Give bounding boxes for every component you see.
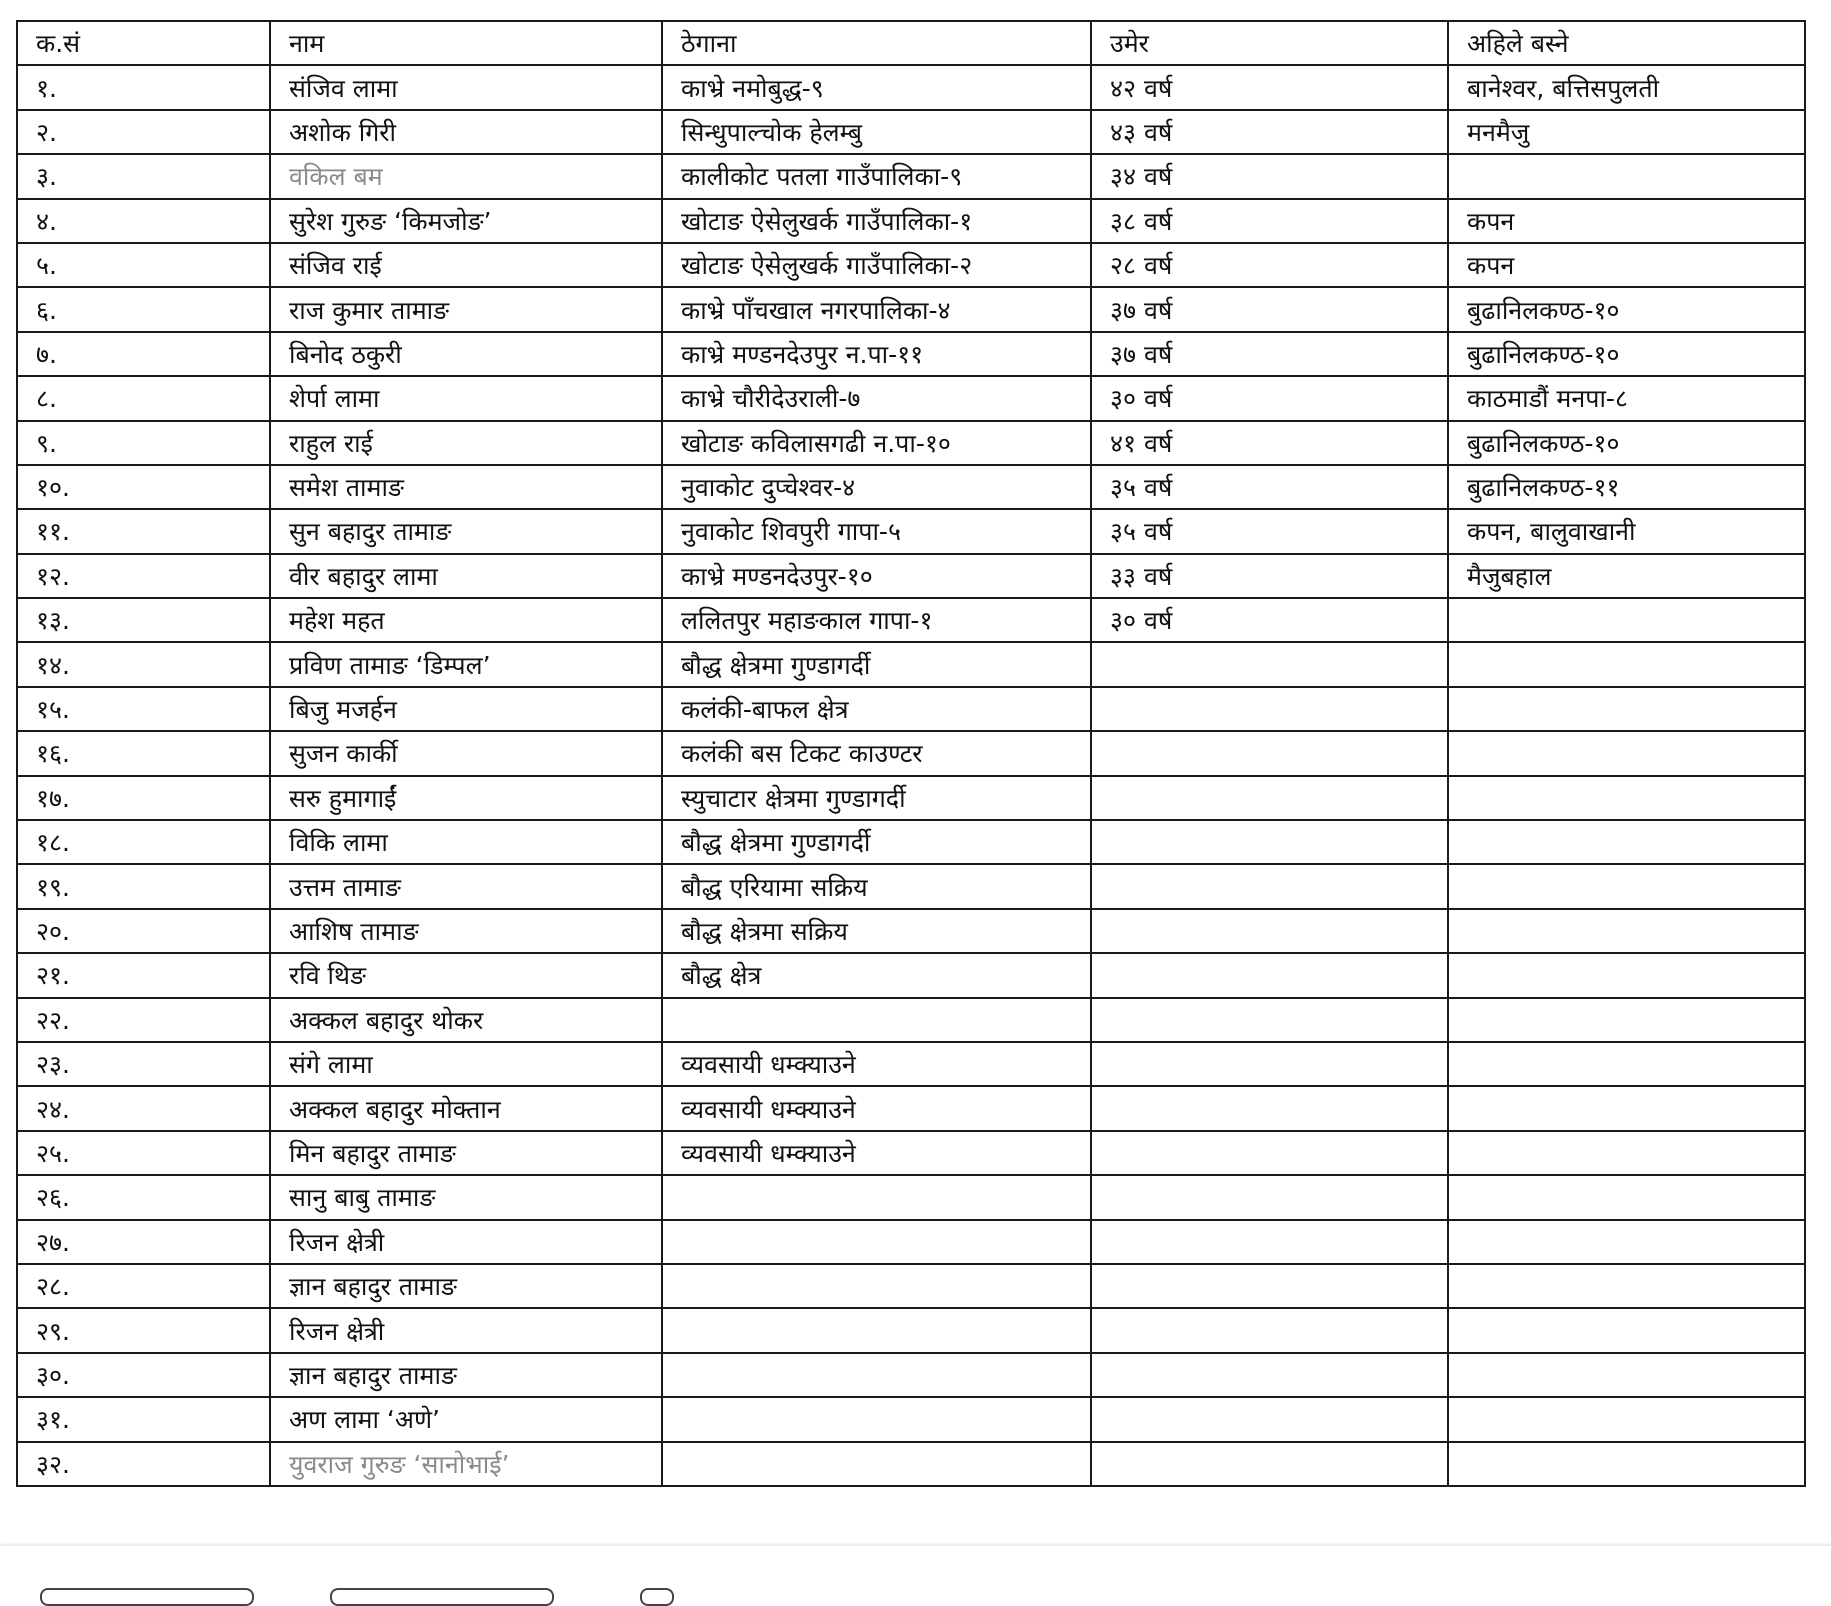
cell-serial-number: १५. <box>17 687 270 731</box>
cell-age <box>1091 820 1448 864</box>
table-row <box>17 998 1805 1042</box>
cell-name: राहुल राई <box>270 421 662 465</box>
table-row <box>17 1131 1805 1175</box>
cell-serial-number: २८. <box>17 1264 270 1308</box>
cell-serial-number: १४. <box>17 642 270 686</box>
cell-current-residence: कपन, बालुवाखानी <box>1448 509 1805 553</box>
cell-address: नुवाकोट शिवपुरी गापा-५ <box>662 509 1091 553</box>
cell-name: सरु हुमागाईं <box>270 776 662 820</box>
cell-address <box>662 1175 1091 1219</box>
cell-address: बौद्ध क्षेत्र <box>662 953 1091 997</box>
cell-age: ३८ वर्ष <box>1091 199 1448 243</box>
cell-age: २८ वर्ष <box>1091 243 1448 287</box>
cell-name: विकि लामा <box>270 820 662 864</box>
cell-address: व्यवसायी धम्क्याउने <box>662 1042 1091 1086</box>
cell-name: संजिव लामा <box>270 65 662 109</box>
bottom-control-middle <box>330 1588 554 1606</box>
cell-age <box>1091 776 1448 820</box>
cell-age <box>1091 687 1448 731</box>
header-name: नाम <box>270 21 662 65</box>
cell-age <box>1091 1442 1448 1486</box>
cell-address: काभ्रे मण्डनदेउपुर न.पा-११ <box>662 332 1091 376</box>
cell-current-residence <box>1448 909 1805 953</box>
cell-name: बिनोद ठकुरी <box>270 332 662 376</box>
cell-current-residence <box>1448 1442 1805 1486</box>
cell-name: सुरेश गुरुङ ‘किमजोङ’ <box>270 199 662 243</box>
table-row <box>17 642 1805 686</box>
cell-name: महेश महत <box>270 598 662 642</box>
cell-current-residence <box>1448 731 1805 775</box>
cell-current-residence: बुढानिलकण्ठ-११ <box>1448 465 1805 509</box>
cell-age <box>1091 1131 1448 1175</box>
cell-name: वकिल बम <box>270 154 662 198</box>
cell-address <box>662 1220 1091 1264</box>
header-serial-number: क.सं <box>17 21 270 65</box>
table-row <box>17 287 1805 331</box>
cell-current-residence <box>1448 1220 1805 1264</box>
table-row <box>17 199 1805 243</box>
cell-current-residence <box>1448 1175 1805 1219</box>
cell-name: शेर्पा लामा <box>270 376 662 420</box>
table-row <box>17 509 1805 553</box>
cell-current-residence <box>1448 1353 1805 1397</box>
cell-address: काभ्रे मण्डनदेउपुर-१० <box>662 554 1091 598</box>
cell-serial-number: ४. <box>17 199 270 243</box>
cell-current-residence <box>1448 1131 1805 1175</box>
table-row <box>17 1086 1805 1130</box>
table-row <box>17 1353 1805 1397</box>
cell-current-residence: कपन <box>1448 243 1805 287</box>
cell-age <box>1091 998 1448 1042</box>
cell-serial-number: ५. <box>17 243 270 287</box>
page-bottom-edge <box>0 1546 1831 1593</box>
cell-age: ३५ वर्ष <box>1091 509 1448 553</box>
table-row <box>17 154 1805 198</box>
cell-address <box>662 1353 1091 1397</box>
cell-address: कलंकी-बाफल क्षेत्र <box>662 687 1091 731</box>
cell-name: आशिष तामाङ <box>270 909 662 953</box>
roster-table <box>16 20 1806 1487</box>
cell-serial-number: १२. <box>17 554 270 598</box>
cell-age <box>1091 1353 1448 1397</box>
cell-name: सुन बहादुर तामाङ <box>270 509 662 553</box>
cell-serial-number: २०. <box>17 909 270 953</box>
cell-current-residence: मनमैजु <box>1448 110 1805 154</box>
table-row <box>17 110 1805 154</box>
table-row <box>17 243 1805 287</box>
cell-name: सुजन कार्की <box>270 731 662 775</box>
cell-address <box>662 1264 1091 1308</box>
table-row <box>17 1442 1805 1486</box>
cell-serial-number: १७. <box>17 776 270 820</box>
cell-current-residence: काठमाडौं मनपा-८ <box>1448 376 1805 420</box>
cell-current-residence <box>1448 820 1805 864</box>
cell-address <box>662 1442 1091 1486</box>
cell-address: सिन्धुपाल्चोक हेलम्बु <box>662 110 1091 154</box>
cell-address: व्यवसायी धम्क्याउने <box>662 1131 1091 1175</box>
bottom-control-left <box>40 1588 254 1606</box>
cell-current-residence: मैजुबहाल <box>1448 554 1805 598</box>
cell-serial-number: ३२. <box>17 1442 270 1486</box>
cell-name: अशोक गिरी <box>270 110 662 154</box>
cell-name: मिन बहादुर तामाङ <box>270 1131 662 1175</box>
cell-current-residence: कपन <box>1448 199 1805 243</box>
cell-serial-number: १. <box>17 65 270 109</box>
cell-age <box>1091 731 1448 775</box>
cell-serial-number: ९. <box>17 421 270 465</box>
cell-serial-number: १३. <box>17 598 270 642</box>
cell-name: रवि थिङ <box>270 953 662 997</box>
cell-address: खोटाङ ऐसेलुखर्क गाउँपालिका-१ <box>662 199 1091 243</box>
cell-name: समेश तामाङ <box>270 465 662 509</box>
cell-name: संगे लामा <box>270 1042 662 1086</box>
cell-name: ज्ञान बहादुर तामाङ <box>270 1264 662 1308</box>
cell-age <box>1091 642 1448 686</box>
table-row <box>17 1220 1805 1264</box>
cell-address <box>662 998 1091 1042</box>
cell-address: नुवाकोट दुप्चेश्वर-४ <box>662 465 1091 509</box>
cell-name: सानु बाबु तामाङ <box>270 1175 662 1219</box>
cell-name: ज्ञान बहादुर तामाङ <box>270 1353 662 1397</box>
cell-age: ३७ वर्ष <box>1091 287 1448 331</box>
table-row <box>17 1397 1805 1441</box>
table-row <box>17 909 1805 953</box>
cell-address: स्युचाटार क्षेत्रमा गुण्डागर्दी <box>662 776 1091 820</box>
cell-age <box>1091 1308 1448 1352</box>
cell-serial-number: ३. <box>17 154 270 198</box>
cell-name: संजिव राई <box>270 243 662 287</box>
table-row <box>17 1175 1805 1219</box>
cell-name: प्रविण तामाङ ‘डिम्पल’ <box>270 642 662 686</box>
table-row <box>17 421 1805 465</box>
cell-current-residence <box>1448 1397 1805 1441</box>
cell-age: ३४ वर्ष <box>1091 154 1448 198</box>
table-header-row <box>17 21 1805 65</box>
cell-address: काभ्रे चौरीदेउराली-७ <box>662 376 1091 420</box>
cell-age: ४२ वर्ष <box>1091 65 1448 109</box>
cell-age: ३३ वर्ष <box>1091 554 1448 598</box>
table-row <box>17 1264 1805 1308</box>
cell-age <box>1091 1175 1448 1219</box>
cell-current-residence <box>1448 642 1805 686</box>
cell-age: ३७ वर्ष <box>1091 332 1448 376</box>
cell-current-residence <box>1448 864 1805 908</box>
cell-current-residence: बुढानिलकण्ठ-१० <box>1448 421 1805 465</box>
table-row <box>17 554 1805 598</box>
cell-address: बौद्ध क्षेत्रमा सक्रिय <box>662 909 1091 953</box>
cell-address: बौद्ध क्षेत्रमा गुण्डागर्दी <box>662 820 1091 864</box>
cell-current-residence <box>1448 953 1805 997</box>
cell-serial-number: २. <box>17 110 270 154</box>
cell-current-residence <box>1448 1264 1805 1308</box>
cell-address: कालीकोट पतला गाउँपालिका-९ <box>662 154 1091 198</box>
cell-name: रिजन क्षेत्री <box>270 1220 662 1264</box>
table-row <box>17 953 1805 997</box>
cell-age <box>1091 953 1448 997</box>
cell-age: ४३ वर्ष <box>1091 110 1448 154</box>
bottom-control-right <box>640 1588 674 1606</box>
cell-name: अण लामा ‘अणे’ <box>270 1397 662 1441</box>
cell-current-residence <box>1448 1308 1805 1352</box>
cell-name: अक्कल बहादुर थोकर <box>270 998 662 1042</box>
cell-serial-number: ३१. <box>17 1397 270 1441</box>
cell-name: बिजु मजर्हन <box>270 687 662 731</box>
cell-serial-number: ८. <box>17 376 270 420</box>
cell-address: खोटाङ ऐसेलुखर्क गाउँपालिका-२ <box>662 243 1091 287</box>
cell-name: राज कुमार तामाङ <box>270 287 662 331</box>
cell-serial-number: २१. <box>17 953 270 997</box>
cell-age: ३० वर्ष <box>1091 376 1448 420</box>
cell-address <box>662 1308 1091 1352</box>
table-row <box>17 776 1805 820</box>
cell-current-residence <box>1448 154 1805 198</box>
table-row <box>17 1042 1805 1086</box>
header-address: ठेगाना <box>662 21 1091 65</box>
cell-address: कलंकी बस टिकट काउण्टर <box>662 731 1091 775</box>
cell-current-residence <box>1448 1042 1805 1086</box>
cell-age <box>1091 864 1448 908</box>
cell-name: अक्कल बहादुर मोक्तान <box>270 1086 662 1130</box>
table-row <box>17 65 1805 109</box>
cell-current-residence <box>1448 598 1805 642</box>
cell-address <box>662 1397 1091 1441</box>
cell-serial-number: १६. <box>17 731 270 775</box>
header-current-residence: अहिले बस्ने <box>1448 21 1805 65</box>
cell-serial-number: ३०. <box>17 1353 270 1397</box>
table-row <box>17 332 1805 376</box>
cell-age: ३० वर्ष <box>1091 598 1448 642</box>
cell-serial-number: २३. <box>17 1042 270 1086</box>
cell-name: वीर बहादुर लामा <box>270 554 662 598</box>
cell-current-residence: बुढानिलकण्ठ-१० <box>1448 332 1805 376</box>
cell-age: ४१ वर्ष <box>1091 421 1448 465</box>
cell-current-residence <box>1448 1086 1805 1130</box>
cell-serial-number: १९. <box>17 864 270 908</box>
table-row <box>17 465 1805 509</box>
cell-address: बौद्ध एरियामा सक्रिय <box>662 864 1091 908</box>
cell-name: रिजन क्षेत्री <box>270 1308 662 1352</box>
cell-address: खोटाङ कविलासगढी न.पा-१० <box>662 421 1091 465</box>
table-row <box>17 731 1805 775</box>
table-row <box>17 376 1805 420</box>
table-row <box>17 598 1805 642</box>
cell-serial-number: ७. <box>17 332 270 376</box>
cell-serial-number: १०. <box>17 465 270 509</box>
cell-serial-number: २९. <box>17 1308 270 1352</box>
cell-current-residence <box>1448 776 1805 820</box>
cell-age <box>1091 1086 1448 1130</box>
cell-name: युवराज गुरुङ ‘सानोभाई’ <box>270 1442 662 1486</box>
cell-current-residence: बुढानिलकण्ठ-१० <box>1448 287 1805 331</box>
cell-serial-number: ६. <box>17 287 270 331</box>
table-row <box>17 687 1805 731</box>
cell-age: ३५ वर्ष <box>1091 465 1448 509</box>
cell-serial-number: १८. <box>17 820 270 864</box>
cell-age <box>1091 1220 1448 1264</box>
cell-serial-number: २७. <box>17 1220 270 1264</box>
cell-serial-number: २२. <box>17 998 270 1042</box>
cell-address: काभ्रे नमोबुद्ध-९ <box>662 65 1091 109</box>
cell-age <box>1091 1264 1448 1308</box>
table-row <box>17 820 1805 864</box>
cell-serial-number: २४. <box>17 1086 270 1130</box>
table-body <box>17 65 1805 1486</box>
table-row <box>17 864 1805 908</box>
cell-age <box>1091 1397 1448 1441</box>
cell-age <box>1091 1042 1448 1086</box>
cell-address: काभ्रे पाँचखाल नगरपालिका-४ <box>662 287 1091 331</box>
cell-age <box>1091 909 1448 953</box>
cell-serial-number: ११. <box>17 509 270 553</box>
header-age: उमेर <box>1091 21 1448 65</box>
cell-address: ललितपुर महाङकाल गापा-१ <box>662 598 1091 642</box>
cell-current-residence <box>1448 687 1805 731</box>
cell-current-residence: बानेश्वर, बत्तिसपुलती <box>1448 65 1805 109</box>
cell-serial-number: २५. <box>17 1131 270 1175</box>
cell-address: बौद्ध क्षेत्रमा गुण्डागर्दी <box>662 642 1091 686</box>
cell-serial-number: २६. <box>17 1175 270 1219</box>
cell-name: उत्तम तामाङ <box>270 864 662 908</box>
table-row <box>17 1308 1805 1352</box>
cell-address: व्यवसायी धम्क्याउने <box>662 1086 1091 1130</box>
cell-current-residence <box>1448 998 1805 1042</box>
